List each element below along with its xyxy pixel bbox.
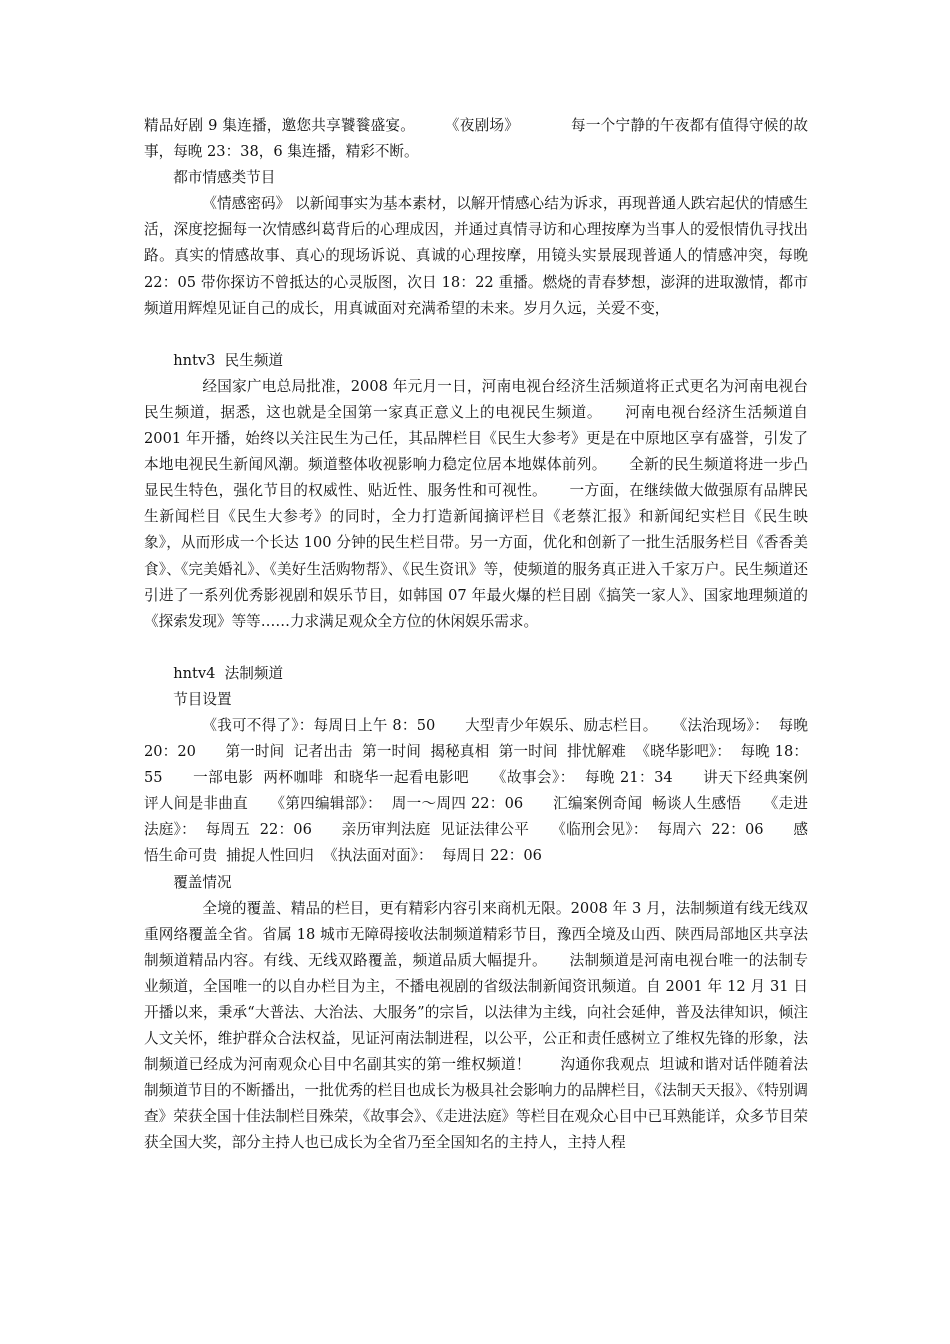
coverage-paragraph: 全境的覆盖、精品的栏目，更有精彩内容引来商机无限。2008 年 3 月，法制频道有线无线双重网络覆盖全省。省属 18 城市无障碍接收法制频道精彩节目，豫西全境及山西、陕西局部地区共享法制频道精品内容。有线、无线双路覆盖，频道品质大幅提升。 法制频道是河南电视台唯一的法制专业频道，全国唯一的以自办栏目为主，不播电视剧的省级法制新闻资讯频道。自 2001 年 12 月 31 日开播以来，秉承“大普法、大治法、大服务”的宗旨，以法律为主线，向社会延伸，普及法律知识，倾注人文关怀，维护群众合法权益，见证河南法制进程，以公平，公正和责任感树立了维权先锋的形象，法制频道已经成为河南观众心目中名副其实的第一维权频道！ 沟通你我观点 坦诚和谐对话伴随着法制频道节目的不断播出，一批优秀的栏目也成长为极具社会影响力的品牌栏目，《法制天天报》、《特别调查》荣获全国十佳法制栏目殊荣，《故事会》、《走进法庭》等栏目在观众心目中已耳熟能详，众多节目荣获全国大奖，部分主持人也已成长为全省乃至全国知名的主持人，主持人程: [144, 899, 809, 1152]
spacer: [144, 322, 808, 348]
subheading-program-schedule: 节目设置: [173, 690, 232, 708]
emotion-code-paragraph: 《情感密码》 以新闻事实为基本素材，以解开情感心结为诉求，再现普通人跌宕起伏的情感生活，深度挖掘每一次情感纠葛背后的心理成因，并通过真情寻访和心理按摩为当事人的爱恨情仇寻找出路。真实的情感故事、真心的现场诉说、真诚的心理按摩，用镜头实景展现普通人的情感冲突，每晚 22：05 带你探访不曾抵达的心灵版图，次日 18：22 重播。燃烧的青春梦想，澎湃的进取激情，都市频道用辉煌见证自己的成长，用真诚面对充满希望的未来。岁月久远，关爱不变，: [144, 195, 813, 317]
subheading-coverage: 覆盖情况: [173, 873, 232, 891]
program-schedule-paragraph: 《我可不得了》：每周日上午 8：50 大型青少年娱乐、励志栏目。 《法治现场》： 每晚 20：20 第一时间 记者出击 第一时间 揭秘真相 第一时间 排忧解难 《晓华影吧》： 每晚 18：55 一部电影 两杯咖啡 和晓华一起看电影吧 《故事会》： 每晚 21：34 讲天下经典案例 评人间是非曲直 《第四编辑部》： 周一～周四 22：06 汇编案例奇闻 畅谈人生感悟 《走进法庭》： 每周五 22：06 亲历审判法庭 见证法律公平 《临刑会见》： 每周六 22：06 感悟生命可贵 捕捉人性回归 《执法面对面》： 每周日 22：06: [144, 716, 818, 865]
spacer: [144, 635, 808, 661]
section-heading-urban-emotion: 都市情感类节目: [173, 169, 276, 187]
section-heading-hntv4: hntv4 法制频道: [173, 664, 284, 682]
document-page: [144, 113, 818, 1157]
section-heading-hntv3: hntv3 民生频道: [173, 351, 284, 369]
hntv3-intro-paragraph: 经国家广电总局批准，2008 年元月一日，河南电视台经济生活频道将正式更名为河南电视台民生频道，据悉，这也就是全国第一家真正意义上的电视民生频道。 河南电视台经济生活频道自 2001 年开播，始终以关注民生为己任，其品牌栏目《民生大参考》更是在中原地区享有盛誉，引发了本地电视民生新闻风潮。频道整体收视影响力稳定位居本地媒体前列。 全新的民生频道将进一步凸显民生特色，强化节目的权威性、贴近性、服务性和可视性。 一方面，在继续做大做强原有品牌民生新闻栏目《民生大参考》的同时，全力打造新闻摘评栏目《老蔡汇报》和新闻纪实栏目《民生映象》，从而形成一个长达 100 分钟的民生栏目带。另一方面，优化和创新了一批生活服务栏目《香香美食》、《完美婚礼》、《美好生活购物帮》、《民生资讯》等，使频道的服务真正进入千家万户。民生频道还引进了一系列优秀影视剧和娱乐节目，如韩国 07 年最火爆的栏目剧《搞笑一家人》、国家地理频道的《探索发现》等等……力求满足观众全方位的休闲娱乐需求。: [144, 377, 813, 630]
drama-schedule-paragraph: 精品好剧 9 集连播，邀您共享饕餮盛宴。 《夜剧场》 每一个宁静的午夜都有值得守候的故事，每晚 23：38，6 集连播，精彩不断。: [144, 117, 808, 161]
